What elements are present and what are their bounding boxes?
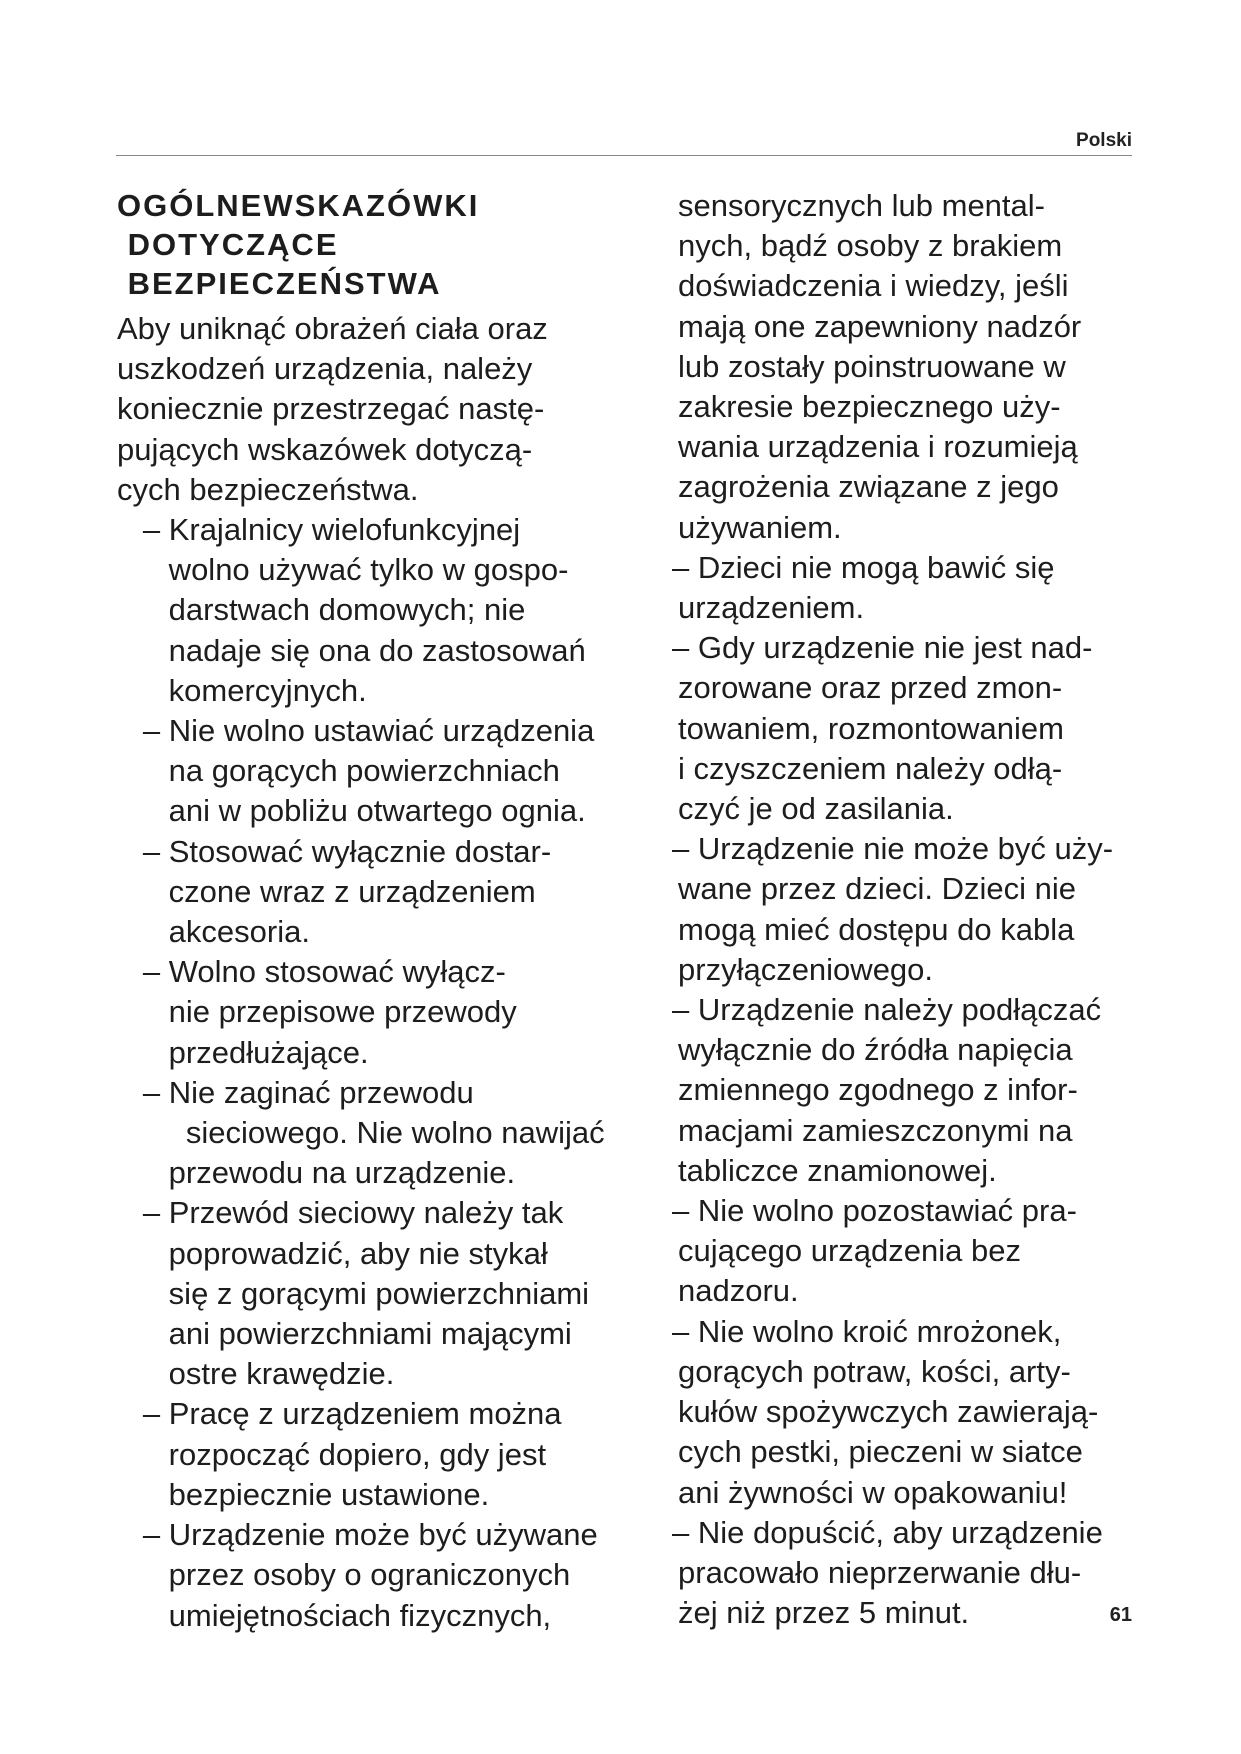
text-line: ani w pobliżu otwartego ognia. [117, 793, 586, 829]
text-line: rozpocząć dopiero, gdy jest [117, 1436, 547, 1472]
text-line: zagrożenia związane z jego [678, 469, 1059, 505]
text-line: darstwach domowych; nie [117, 592, 526, 628]
text-line: doświadczenia i wiedzy, jeśli [678, 268, 1069, 304]
text-line: gorących potraw, kości, arty- [678, 1353, 1071, 1389]
text-line: sieciowego. Nie wolno nawijać [117, 1115, 605, 1151]
text-line: towaniem, rozmontowaniem [678, 710, 1064, 746]
bullet-line: – Gdy urządzenie nie jest nad- [672, 630, 1093, 666]
text-line: wolno używać tylko w gospo- [117, 552, 569, 588]
text-line: nych, bądź osoby z brakiem [678, 228, 1063, 264]
bullet-line: – Przewód sieciowy należy tak [117, 1195, 564, 1231]
text-line: komercyjnych. [117, 672, 367, 708]
text-line: żej niż przez 5 minut. [678, 1595, 970, 1631]
text-line: ani żywności w opakowaniu! [678, 1474, 1068, 1510]
text-line: przez osoby o ograniczonych [117, 1557, 571, 1593]
bullet-line: – Nie wolno pozostawiać pra- [672, 1193, 1077, 1229]
section-title-line: OGÓLNEWSKAZÓWKI [117, 188, 480, 223]
text-line: poprowadzić, aby nie stykał [117, 1235, 548, 1271]
text-line: cych pestki, pieczeni w siatce [678, 1434, 1083, 1470]
page-number: 61 [1109, 1604, 1132, 1626]
section-title-line: BEZPIECZEŃSTWA [117, 266, 442, 301]
bullet-line: – Wolno stosować wyłącz- [117, 954, 506, 990]
text-line: czone wraz z urządzeniem [117, 873, 536, 909]
bullet-line: – Nie wolno ustawiać urządzenia [117, 713, 595, 749]
bullet-line: – Dzieci nie mogą bawić się [672, 549, 1055, 585]
header-divider [116, 155, 1132, 156]
text-line: pracowało nieprzerwanie dłu- [678, 1554, 1082, 1590]
text-line: się z gorącymi powierzchniami [117, 1275, 590, 1311]
text-line: używaniem. [678, 509, 842, 545]
left-column [117, 186, 647, 1636]
text-line: zorowane oraz przed zmon- [678, 670, 1063, 706]
text-line: wane przez dzieci. Dzieci nie [678, 871, 1077, 907]
bullet-line: – Pracę z urządzeniem można [117, 1396, 562, 1432]
text-line: przedłużające. [117, 1034, 369, 1070]
text-line: lub zostały poinstruowane w [678, 348, 1066, 384]
text-line: urządzeniem. [678, 590, 865, 626]
text-line: mogą mieć dostępu do kabla [678, 911, 1075, 947]
text-line: cującego urządzenia bez [678, 1233, 1021, 1269]
bullet-line: – Urządzenie nie może być uży- [672, 831, 1114, 867]
section-title [117, 186, 647, 303]
bullet-line: – Krajalnicy wielofunkcyjnej [117, 512, 521, 548]
bullet-line: – Urządzenie należy podłączać [672, 992, 1102, 1028]
text-line: cych bezpieczeństwa. [117, 471, 419, 507]
right-column [672, 186, 1142, 1633]
bullet-line: – Nie wolno kroić mrożonek, [672, 1313, 1062, 1349]
text-line: kułów spożywczych zawierają- [678, 1394, 1099, 1430]
text-line: ani powierzchniami mającymi [117, 1316, 572, 1352]
text-line: nie przepisowe przewody [117, 994, 517, 1030]
text-line: ostre krawędzie. [117, 1356, 395, 1392]
text-line: mają one zapewniony nadzór [678, 308, 1082, 344]
text-line: Aby uniknąć obrażeń ciała oraz [117, 311, 548, 346]
text-line: nadzoru. [678, 1273, 799, 1309]
text-line: wania urządzenia i rozumieją [678, 429, 1078, 465]
text-line: czyć je od zasilania. [678, 791, 954, 827]
bullet-line: – Stosować wyłącznie dostar- [117, 833, 552, 869]
text-line: uszkodzeń urządzenia, należy [117, 351, 533, 387]
text-line: sensorycznych lub mental- [678, 188, 1045, 223]
text-line: nadaje się ona do zastosowań [117, 632, 586, 668]
text-line: umiejętnościach fizycznych, [117, 1597, 552, 1633]
text-line: przewodu na urządzenie. [117, 1155, 516, 1191]
language-label: Polski [1076, 130, 1132, 151]
text-line: i czyszczeniem należy odłą- [678, 750, 1063, 786]
text-line: bezpiecznie ustawione. [117, 1476, 490, 1512]
text-line: zmiennego zgodnego z infor- [678, 1072, 1078, 1108]
text-line: zakresie bezpiecznego uży- [678, 389, 1061, 425]
text-line: przyłączeniowego. [678, 951, 934, 987]
section-title-line: DOTYCZĄCE [117, 227, 339, 262]
text-line: na gorących powierzchniach [117, 753, 560, 789]
bullet-line: – Nie zaginać przewodu [117, 1074, 474, 1110]
bullet-line: – Urządzenie może być używane [117, 1517, 598, 1553]
text-line: wyłącznie do źródła napięcia [678, 1032, 1073, 1068]
text-line: macjami zamieszczonymi na [678, 1112, 1073, 1148]
text-line: akcesoria. [117, 914, 310, 950]
text-line: tabliczce znamionowej. [678, 1152, 997, 1188]
left-body-text [117, 309, 647, 1636]
bullet-line: – Nie dopuścić, aby urządzenie [672, 1514, 1103, 1550]
text-line: koniecznie przestrzegać nastę- [117, 391, 545, 427]
text-line: pujących wskazówek dotyczą- [117, 431, 533, 467]
